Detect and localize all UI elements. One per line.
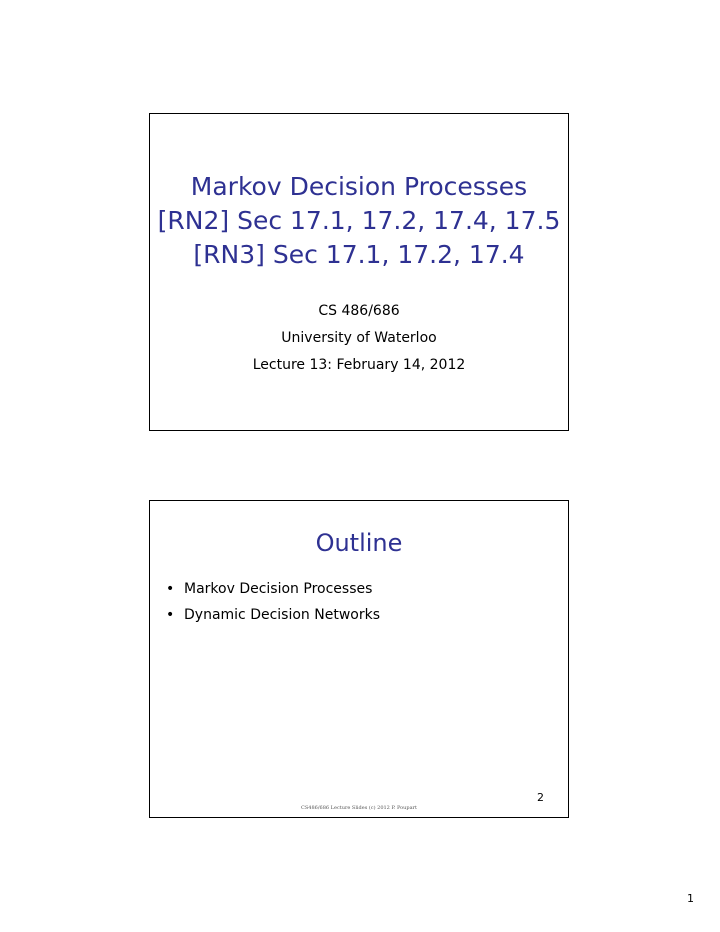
page-number: 1 <box>687 892 694 905</box>
title-line-2: [RN2] Sec 17.1, 17.2, 17.4, 17.5 <box>157 206 561 235</box>
bullet-icon: • <box>166 607 175 623</box>
list-item-text: Markov Decision Processes <box>184 581 373 597</box>
title-line-1: Markov Decision Processes <box>190 172 528 201</box>
list-item <box>164 576 380 602</box>
university-name: University of Waterloo <box>281 330 437 346</box>
outline-slide <box>149 500 569 818</box>
slide-title <box>150 170 568 272</box>
title-line-3: [RN3] Sec 17.1, 17.2, 17.4 <box>193 240 525 269</box>
title-slide <box>149 113 569 431</box>
bullet-list <box>164 576 380 628</box>
slide-title: Outline <box>315 529 403 557</box>
slide-subtitle <box>150 298 568 379</box>
list-item <box>164 602 380 628</box>
list-item-text: Dynamic Decision Networks <box>184 607 380 623</box>
bullet-icon: • <box>166 581 175 597</box>
slide-footer: CS486/686 Lecture Slides (c) 2012 P. Poupart <box>301 805 417 811</box>
slide-number: 2 <box>537 791 544 804</box>
lecture-date: Lecture 13: February 14, 2012 <box>252 357 466 373</box>
course-code: CS 486/686 <box>318 303 400 319</box>
